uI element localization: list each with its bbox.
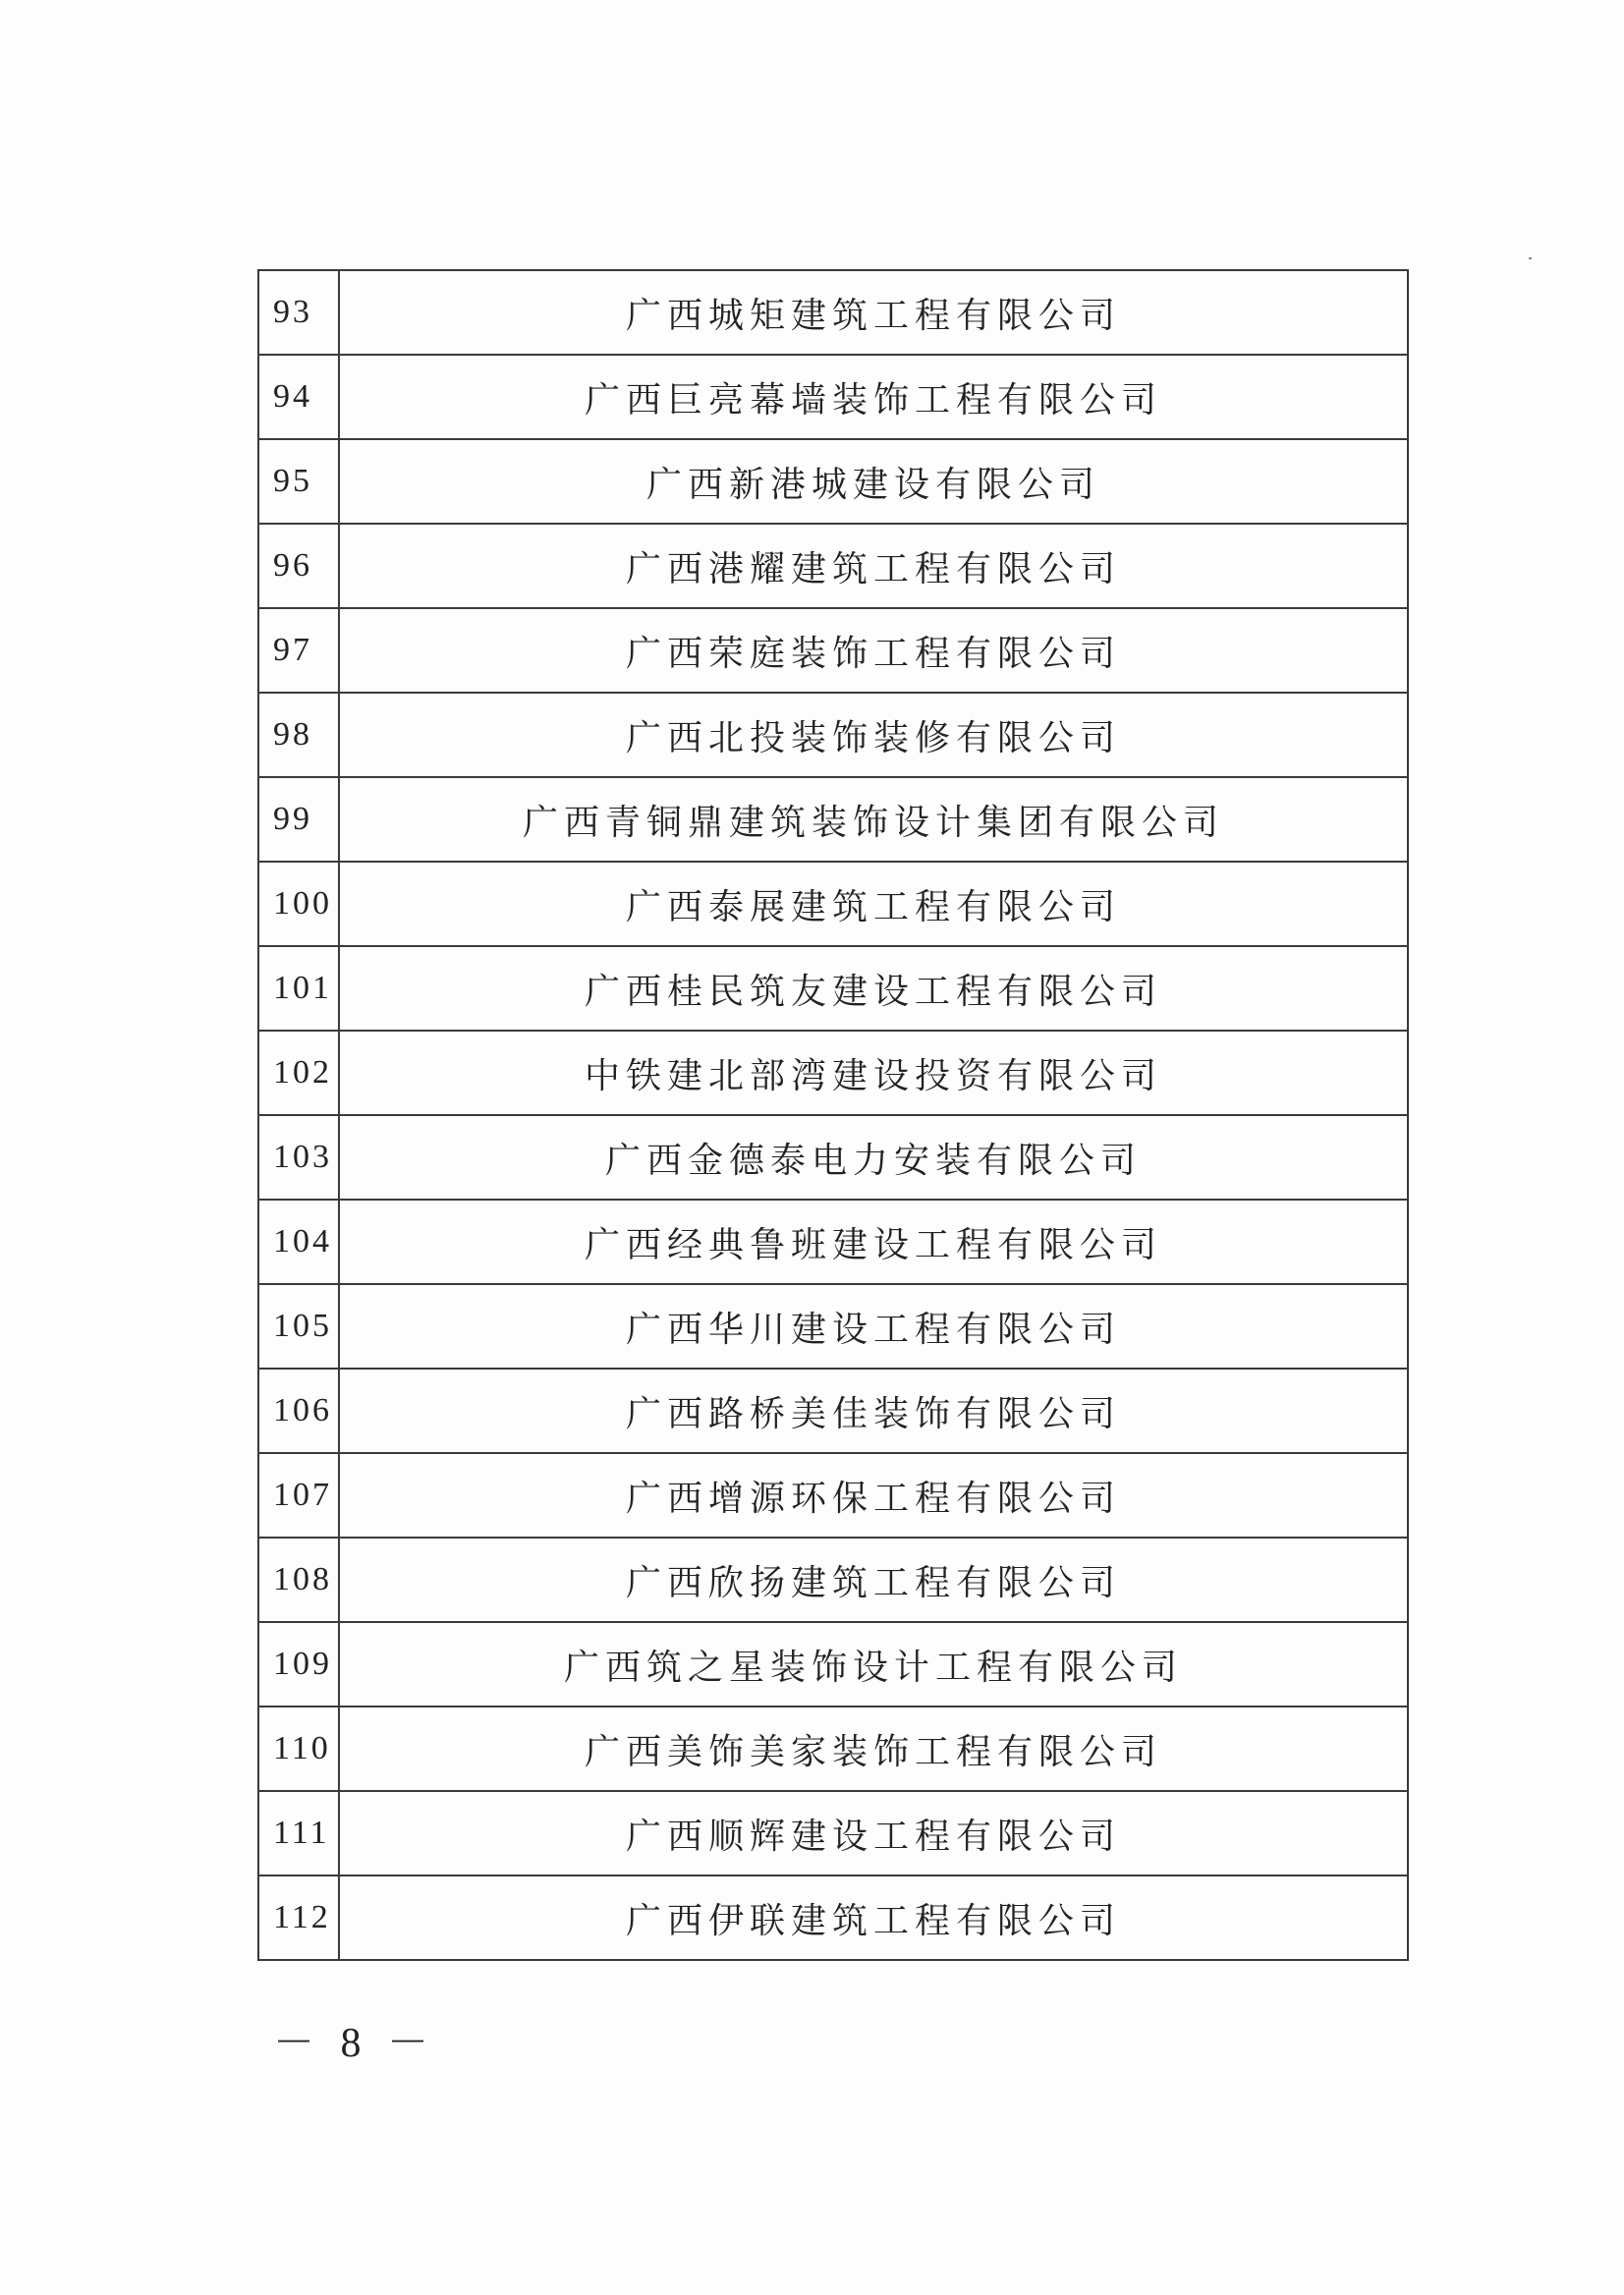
row-number: 108: [258, 1538, 339, 1622]
row-number: 105: [258, 1284, 339, 1369]
company-name: 广西美饰美家装饰工程有限公司: [339, 1707, 1408, 1791]
table-row: [258, 1115, 1408, 1200]
company-name: 广西桂民筑友建设工程有限公司: [339, 946, 1408, 1031]
table-row: [258, 946, 1408, 1031]
row-number: 94: [258, 355, 339, 439]
row-number: 102: [258, 1031, 339, 1115]
row-number: 109: [258, 1622, 339, 1707]
company-name: 广西经典鲁班建设工程有限公司: [339, 1200, 1408, 1284]
row-number: 95: [258, 439, 339, 524]
company-name: 广西华川建设工程有限公司: [339, 1284, 1408, 1369]
table-row: [258, 1284, 1408, 1369]
page-number: － 8 －: [273, 2021, 437, 2066]
row-number: 98: [258, 693, 339, 777]
company-name: 广西荣庭装饰工程有限公司: [339, 608, 1408, 693]
table-row: [258, 693, 1408, 777]
row-number: 104: [258, 1200, 339, 1284]
table-row: [258, 1453, 1408, 1538]
company-name: 广西筑之星装饰设计工程有限公司: [339, 1622, 1408, 1707]
row-number: 99: [258, 777, 339, 862]
table-row: [258, 1538, 1408, 1622]
company-name: 广西路桥美佳装饰有限公司: [339, 1369, 1408, 1453]
table-row: [258, 439, 1408, 524]
company-name: 广西金德泰电力安装有限公司: [339, 1115, 1408, 1200]
scan-speck: [1529, 257, 1532, 259]
company-name: 广西新港城建设有限公司: [339, 439, 1408, 524]
company-name: 广西港耀建筑工程有限公司: [339, 524, 1408, 608]
table-row: [258, 1791, 1408, 1875]
row-number: 96: [258, 524, 339, 608]
table-row: [258, 608, 1408, 693]
table-row: [258, 524, 1408, 608]
row-number: 103: [258, 1115, 339, 1200]
row-number: 93: [258, 270, 339, 355]
company-name: 中铁建北部湾建设投资有限公司: [339, 1031, 1408, 1115]
row-number: 111: [258, 1791, 339, 1875]
company-name: 广西泰展建筑工程有限公司: [339, 862, 1408, 946]
row-number: 106: [258, 1369, 339, 1453]
company-list-table: [257, 269, 1409, 1961]
table-row: [258, 1369, 1408, 1453]
company-name: 广西欣扬建筑工程有限公司: [339, 1538, 1408, 1622]
table-row: [258, 1622, 1408, 1707]
table-row: [258, 1707, 1408, 1791]
company-name: 广西城矩建筑工程有限公司: [339, 270, 1408, 355]
company-name: 广西巨亮幕墙装饰工程有限公司: [339, 355, 1408, 439]
row-number: 107: [258, 1453, 339, 1538]
row-number: 101: [258, 946, 339, 1031]
company-name: 广西增源环保工程有限公司: [339, 1453, 1408, 1538]
table-row: [258, 355, 1408, 439]
table-row: [258, 270, 1408, 355]
table-row: [258, 862, 1408, 946]
company-name: 广西北投装饰装修有限公司: [339, 693, 1408, 777]
row-number: 97: [258, 608, 339, 693]
table-row: [258, 1200, 1408, 1284]
row-number: 110: [258, 1707, 339, 1791]
row-number: 100: [258, 862, 339, 946]
row-number: 112: [258, 1875, 339, 1960]
table-row: [258, 1875, 1408, 1960]
company-name: 广西青铜鼎建筑装饰设计集团有限公司: [339, 777, 1408, 862]
company-name: 广西伊联建筑工程有限公司: [339, 1875, 1408, 1960]
table-row: [258, 777, 1408, 862]
company-name: 广西顺辉建设工程有限公司: [339, 1791, 1408, 1875]
table-row: [258, 1031, 1408, 1115]
